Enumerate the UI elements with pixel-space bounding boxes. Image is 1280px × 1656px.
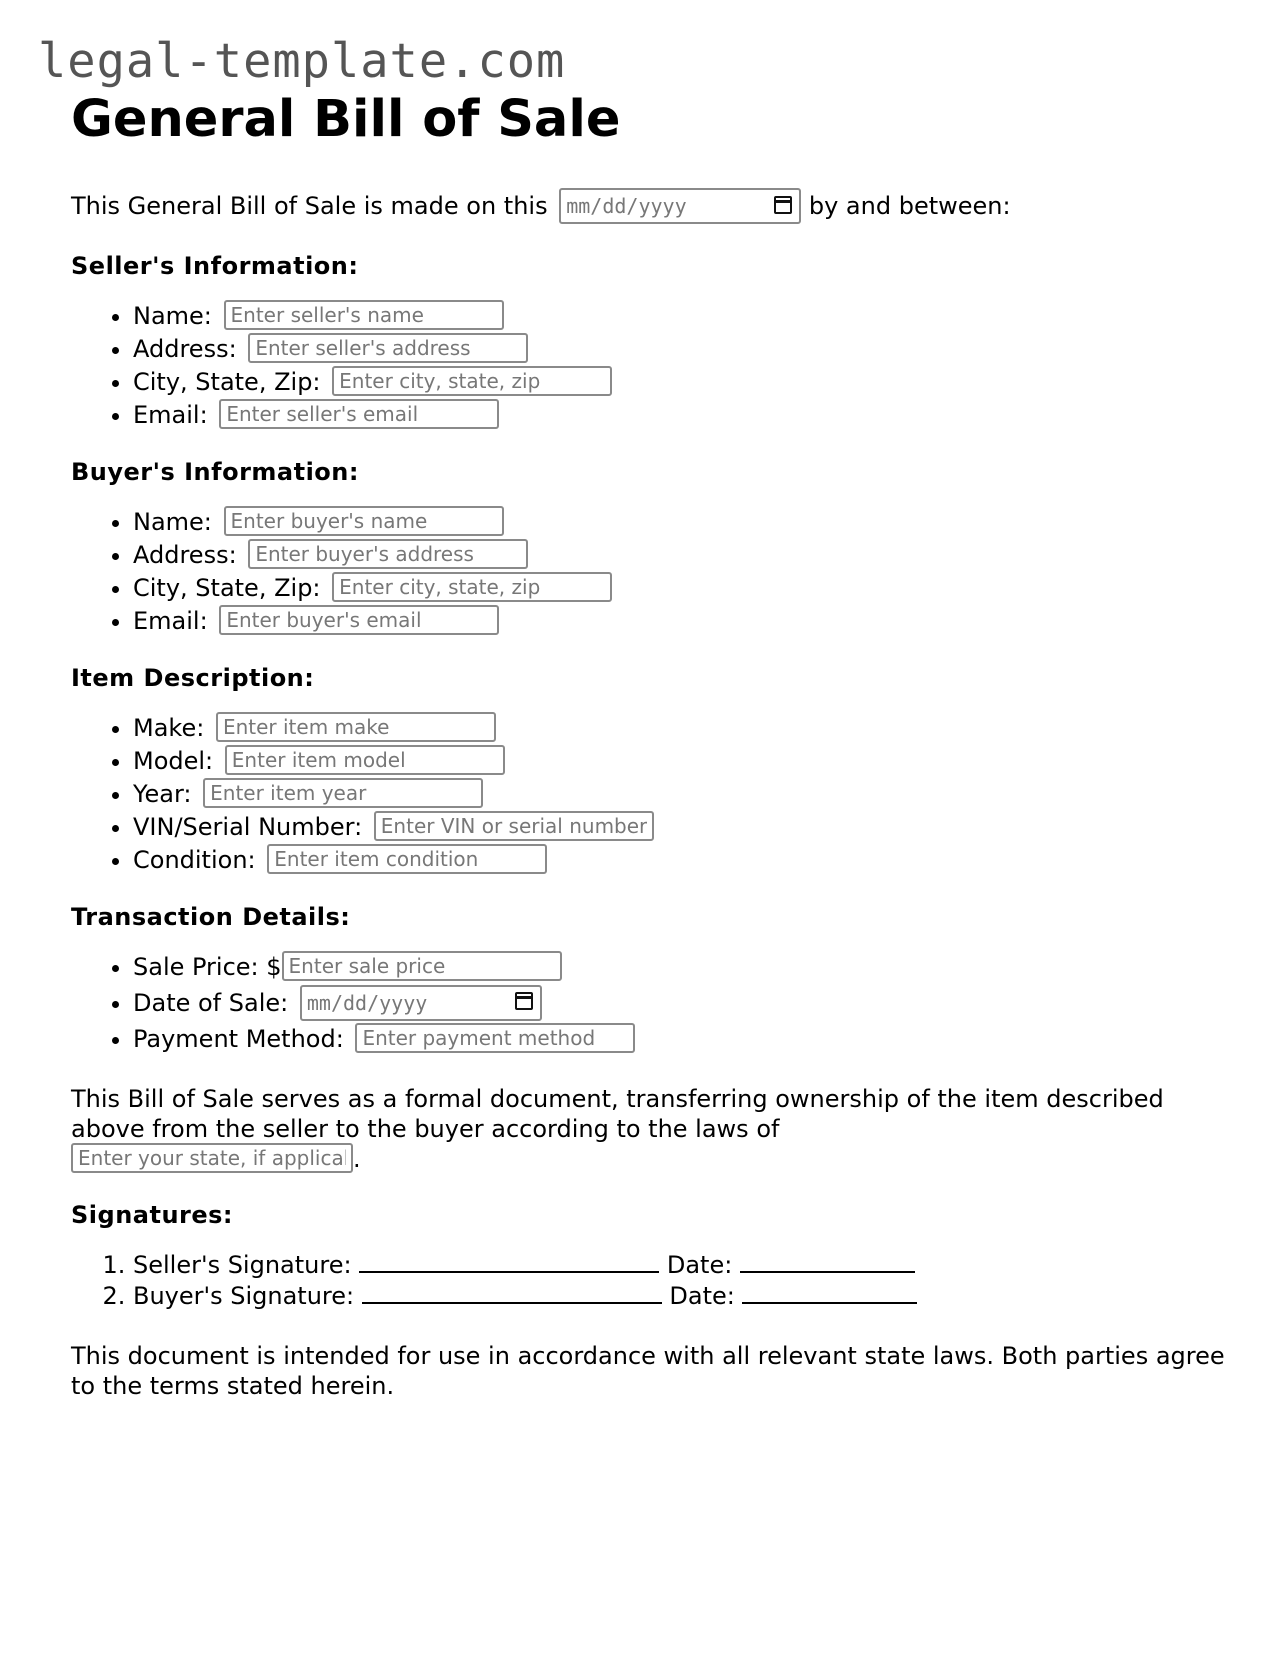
buyer-date-line	[742, 1280, 917, 1304]
buyer-heading: Buyer's Information:	[71, 457, 359, 486]
seller-address-label: Address:	[133, 334, 237, 363]
seller-email-label: Email:	[133, 400, 208, 429]
state-input[interactable]	[71, 1143, 353, 1173]
buyer-address-label: Address:	[133, 540, 237, 569]
buyer-name-label: Name:	[133, 507, 212, 536]
buyer-address-input[interactable]	[248, 539, 528, 569]
list-item	[133, 506, 1231, 539]
list-item	[133, 778, 1231, 811]
seller-signature-label: Seller's Signature:	[133, 1250, 352, 1279]
list-item	[133, 366, 1231, 399]
seller-email-input[interactable]	[219, 399, 499, 429]
item-vin-label: VIN/Serial Number:	[133, 812, 363, 841]
seller-name-input[interactable]	[224, 300, 504, 330]
signatures-list	[71, 1249, 1231, 1311]
calendar-icon[interactable]	[774, 196, 792, 214]
buyer-city-label: City, State, Zip:	[133, 573, 321, 602]
intro-text-end: by and between:	[808, 192, 1011, 220]
seller-heading: Seller's Information:	[71, 251, 359, 280]
seller-city-input[interactable]	[332, 366, 612, 396]
list-item	[133, 712, 1231, 745]
document	[71, 88, 1231, 1401]
buyer-signature-line	[362, 1280, 662, 1304]
list-item	[133, 844, 1231, 877]
seller-list	[71, 300, 1231, 432]
item-model-label: Model:	[133, 746, 214, 775]
seller-date-line	[740, 1249, 915, 1273]
intro-line	[71, 188, 1231, 226]
seller-date-label: Date:	[666, 1250, 733, 1279]
agreement-date-wrap	[555, 189, 801, 226]
list-item	[133, 811, 1231, 844]
sale-price-input[interactable]	[282, 951, 562, 981]
item-year-label: Year:	[133, 779, 192, 808]
seller-address-input[interactable]	[248, 333, 528, 363]
page-title: General Bill of Sale	[71, 90, 621, 149]
list-item	[133, 1249, 1231, 1280]
list-item	[133, 539, 1231, 572]
watermark: legal-template.com	[38, 34, 566, 89]
seller-signature-line	[359, 1249, 659, 1273]
list-item	[133, 1280, 1231, 1311]
item-heading: Item Description:	[71, 663, 315, 692]
list-item	[133, 300, 1231, 333]
list-item	[133, 951, 1231, 984]
list-item	[133, 333, 1231, 366]
transaction-list	[71, 951, 1231, 1056]
signatures-heading: Signatures:	[71, 1200, 234, 1229]
buyer-name-input[interactable]	[224, 506, 504, 536]
sale-date-wrap	[296, 985, 542, 1023]
list-item	[133, 745, 1231, 778]
calendar-icon[interactable]	[515, 992, 533, 1010]
list-item	[133, 984, 1231, 1023]
transfer-period: .	[353, 1144, 361, 1173]
seller-city-label: City, State, Zip:	[133, 367, 321, 396]
item-make-label: Make:	[133, 713, 205, 742]
list-item	[133, 399, 1231, 432]
transfer-paragraph	[71, 1084, 1231, 1175]
closing-paragraph: This document is intended for use in accordance with all relevant state laws. Both parties agree to the terms stated herein.	[71, 1341, 1225, 1400]
list-item	[133, 605, 1231, 638]
list-item	[133, 1023, 1231, 1056]
buyer-email-input[interactable]	[219, 605, 499, 635]
buyer-list	[71, 506, 1231, 638]
buyer-city-input[interactable]	[332, 572, 612, 602]
item-model-input[interactable]	[225, 745, 505, 775]
sale-date-label: Date of Sale:	[133, 988, 289, 1017]
item-condition-input[interactable]	[267, 844, 547, 874]
list-item	[133, 572, 1231, 605]
payment-method-input[interactable]	[355, 1023, 635, 1053]
transaction-heading: Transaction Details:	[71, 902, 351, 931]
agreement-date-input[interactable]	[559, 188, 801, 224]
payment-method-label: Payment Method:	[133, 1024, 344, 1053]
buyer-signature-label: Buyer's Signature:	[133, 1281, 355, 1310]
transfer-text: This Bill of Sale serves as a formal document, transferring ownership of the item described above from the seller to the buyer according to the laws of	[71, 1084, 1164, 1143]
item-year-input[interactable]	[203, 778, 483, 808]
item-list	[71, 712, 1231, 877]
buyer-email-label: Email:	[133, 606, 208, 635]
item-make-input[interactable]	[216, 712, 496, 742]
item-vin-input[interactable]	[374, 811, 654, 841]
buyer-date-label: Date:	[669, 1281, 735, 1310]
sale-date-input[interactable]	[300, 985, 542, 1021]
intro-text: This General Bill of Sale is made on this	[71, 192, 548, 220]
seller-name-label: Name:	[133, 301, 212, 330]
item-condition-label: Condition:	[133, 845, 256, 874]
sale-price-label: Sale Price: $	[133, 952, 282, 981]
